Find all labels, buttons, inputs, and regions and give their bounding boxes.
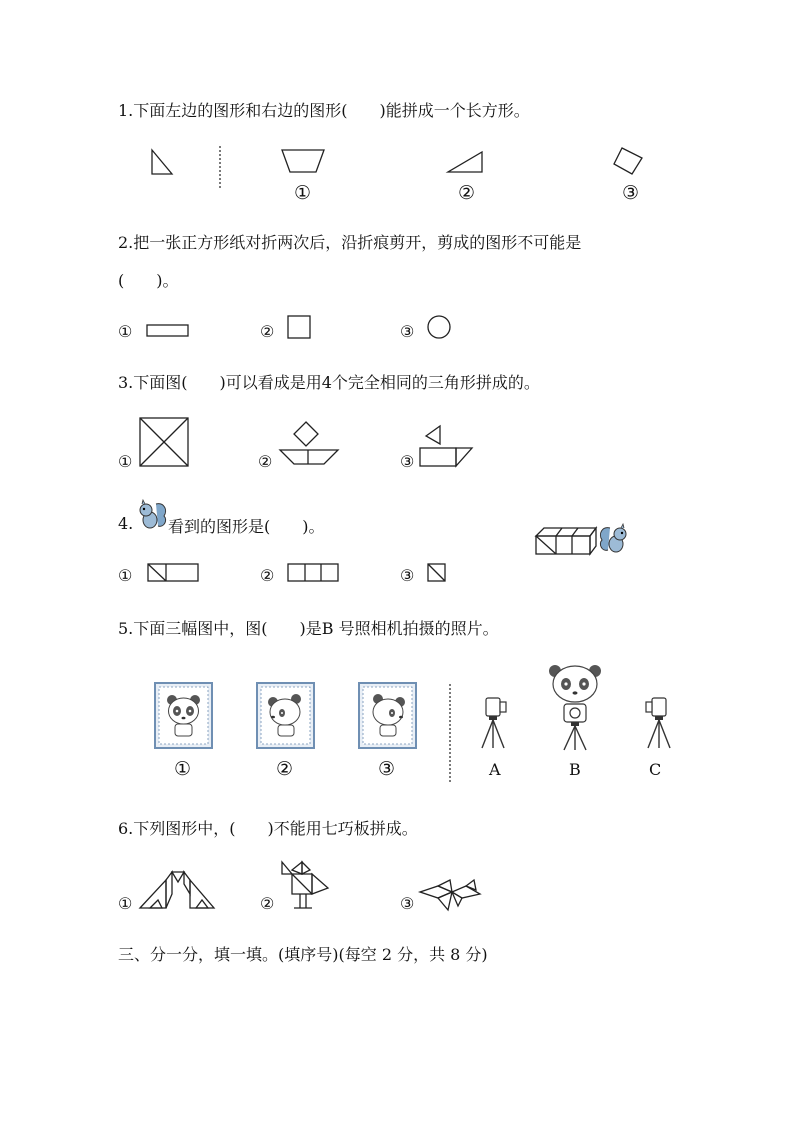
camera-c-icon: [640, 694, 674, 750]
q1-trapezoid-shape: [280, 148, 328, 176]
q2-text-line1: 2.把一张正方形纸对折两次后，沿折痕剪开，剪成的图形不可能是: [118, 233, 582, 252]
q1-label-3: ③: [622, 182, 640, 204]
squirrel-icon: [598, 522, 632, 556]
q3-label-2: ②: [258, 452, 273, 471]
camera-a-icon: [478, 694, 512, 750]
q2-text-line2: ( )。: [118, 271, 179, 290]
q6-label-2: ②: [260, 894, 275, 913]
q2-square-shape: [286, 314, 314, 340]
q4-option-3-shape: [426, 562, 448, 584]
camera-b-with-panda-icon: [546, 662, 604, 752]
section-3-heading: 三、分一分，填一填。(填序号)(每空 2 分，共 8 分): [118, 945, 488, 964]
q3-square-with-diagonals: [138, 416, 190, 470]
q4-label-2: ②: [260, 566, 275, 585]
q5-text: 5.下面三幅图中，图( )是B 号照相机拍摄的照片。: [118, 619, 499, 638]
q5-label-1: ①: [174, 758, 192, 780]
q2-rectangle-shape: [146, 322, 190, 338]
camera-label-b: B: [569, 760, 581, 779]
panda-photo-2: [256, 682, 316, 750]
q1-label-2: ②: [458, 182, 476, 204]
q3-text: 3.下面图( )可以看成是用4个完全相同的三角形拼成的。: [118, 373, 540, 392]
q4-option-1-shape: [146, 562, 200, 584]
squirrel-icon: [134, 498, 168, 532]
q6-text: 6.下列图形中，( )不能用七巧板拼成。: [118, 819, 418, 838]
q1-right-triangle: [150, 148, 175, 176]
q5-label-2: ②: [276, 758, 294, 780]
q6-tangram-figure-3: [418, 878, 482, 912]
q3-ship-figure: [418, 424, 476, 470]
panda-photo-3: [358, 682, 418, 750]
q2-label-1: ①: [118, 322, 133, 341]
q6-tangram-figure-1: [138, 870, 216, 912]
camera-label-c: C: [649, 760, 662, 779]
q1-label-1: ①: [294, 182, 312, 204]
q4-box-figure: [534, 526, 604, 558]
q3-label-1: ①: [118, 452, 133, 471]
q4-label-3: ③: [400, 566, 415, 585]
q5-label-3: ③: [378, 758, 396, 780]
q4-option-2-shape: [286, 562, 340, 584]
q2-label-2: ②: [260, 322, 275, 341]
q6-label-3: ③: [400, 894, 415, 913]
q4-label-1: ①: [118, 566, 133, 585]
camera-label-a: A: [489, 760, 501, 779]
q1-triangle-shape: [446, 150, 486, 174]
panda-photo-1: [154, 682, 214, 750]
q1-dashed-divider: [218, 146, 222, 192]
q4-text: 看到的图形是( )。: [168, 517, 325, 536]
q1-text: 1.下面左边的图形和右边的图形( )能拼成一个长方形。: [118, 101, 530, 120]
q5-dashed-divider: [448, 684, 452, 784]
q4-prefix: 4.: [118, 514, 134, 533]
q3-label-3: ③: [400, 452, 415, 471]
q2-circle-shape: [426, 314, 454, 342]
q2-label-3: ③: [400, 322, 415, 341]
q3-boat-figure: [278, 420, 342, 470]
q6-label-1: ①: [118, 894, 133, 913]
q1-rotated-square-shape: [612, 146, 644, 176]
q6-tangram-figure-2: [278, 860, 332, 912]
